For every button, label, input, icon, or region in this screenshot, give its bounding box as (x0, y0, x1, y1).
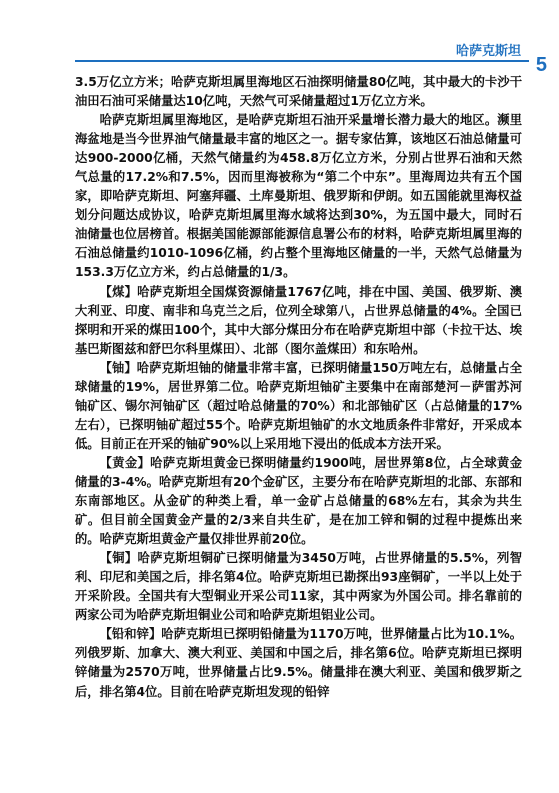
paragraph-lead-zinc: 【铅和锌】哈萨克斯坦已探明铅储量为1170万吨，世界储量占比为10.1%。列俄罗斯、加拿大、澳大利亚、美国和中国之后，排名第6位。哈萨克斯坦已探明锌储量为2570万吨，世界储量占比9.5%。储量排在澳大利亚、美国和俄罗斯之后，排名第4位。目前在哈萨克斯坦发现的铅锌 (75, 627, 522, 699)
paragraph: 3.5万亿立方米；哈萨克斯坦属里海地区石油探明储量80亿吨，其中最大的卡沙干油田石油可采储量达10亿吨，天然气可采储量超过1万亿立方米。 (75, 75, 522, 109)
paragraph-copper: 【铜】哈萨克斯坦铜矿已探明储量为3450万吨，占世界储量的5.5%，列智利、印尼和美国之后，排名第4位。哈萨克斯坦已勘探出93座铜矿，一半以上处于开采阶段。全国共有大型铜业开采公司11家，其中两家为外国公司。排名靠前的两家公司为哈萨克斯坦铜业公司和哈萨克斯坦铝业公司。 (75, 551, 522, 623)
paragraph-uranium: 【铀】哈萨克斯坦铀的储量非常丰富，已探明储量150万吨左右，总储量占全球储量的19%，居世界第二位。哈萨克斯坦铀矿主要集中在南部楚河－萨雷苏河铀矿区、锡尔河铀矿区（超过哈总储量的70%）和北部铀矿区（占总储量的17%左右），已探明铀矿超过55个。哈萨克斯坦铀矿的水文地质条件非常好，开采成本低。目前正在开采的铀矿90%以上采用地下浸出的低成本方法开采。 (75, 360, 522, 451)
paragraph-coal: 【煤】哈萨克斯坦全国煤资源储量1767亿吨，排在中国、美国、俄罗斯、澳大利亚、印度、南非和乌克兰之后，位列全球第八，占世界总储量的4%。全国已探明和开采的煤田100个，其中大部分煤田分布在哈萨克斯坦中部（卡拉干达、埃基巴斯图兹和舒巴尔科里煤田）、北部（图尔盖煤田）和东哈州。 (75, 284, 522, 356)
header-rule (75, 60, 529, 62)
paragraph: 哈萨克斯坦属里海地区，是哈萨克斯坦石油开采量增长潜力最大的地区。濒里海盆地是当今世界油气储量最丰富的地区之一。据专家估算，该地区石油总储量可达900-2000亿桶，天然气储量约为458.8万亿立方米，分别占世界石油和天然气总量的17.2%和7.5%，因而里海被称为“第二个中东”。里海周边共有五个国家，即哈萨克斯坦、阿塞拜疆、土库曼斯坦、俄罗斯和伊朗。如五国能就里海权益划分问题达成协议，哈萨克斯坦属里海水域将达到30%，为五国中最大，同时石油储量也位居榜首。根据美国能源部能源信息署公布的材料，哈萨克斯坦属里海的石油总储量约1010-1096亿桶，约占整个里海地区储量的一半，天然气总储量为153.3万亿立方米，约占总储量的1/3。 (75, 113, 522, 280)
body-text (75, 73, 522, 702)
page-number: 5 (535, 54, 547, 76)
page-header (0, 0, 559, 76)
running-title: 哈萨克斯坦 (455, 44, 521, 59)
paragraph-gold: 【黄金】哈萨克斯坦黄金已探明储量约1900吨，居世界第8位，占全球黄金储量的3-4%。哈萨克斯坦有20个金矿区，主要分布在哈萨克斯坦的北部、东部和东南部地区。从金矿的种类上看，单一金矿占总储量的68%左右，其余为共生矿。但目前全国黄金产量的2/3来自共生矿，是在加工锌和铜的过程中提炼出来的。哈萨克斯坦黄金产量仅排世界前20位。 (75, 455, 522, 547)
